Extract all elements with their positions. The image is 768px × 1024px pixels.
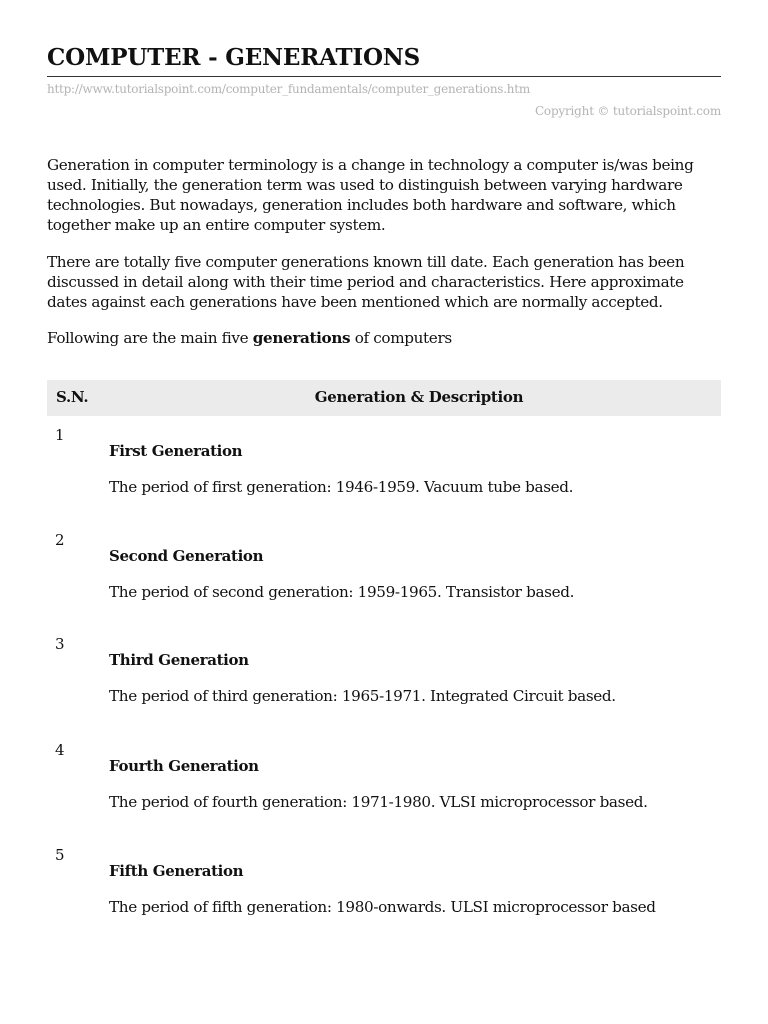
row-number: 3 bbox=[55, 635, 65, 653]
list-intro-bold: generations bbox=[252, 329, 351, 347]
list-intro-after: of computers bbox=[350, 329, 452, 347]
generation-title: Fourth Generation bbox=[109, 757, 259, 775]
table-row bbox=[47, 741, 721, 841]
table-row bbox=[47, 531, 721, 631]
generation-title: First Generation bbox=[109, 442, 243, 460]
overview-paragraph: There are totally five computer generations known till date. Each generation has been discussed in detail along with their time period and characteristics. Here approximate dates against each generations have been mentioned which are normally accepted. bbox=[47, 253, 685, 311]
row-number: 1 bbox=[55, 426, 65, 444]
row-number: 2 bbox=[55, 531, 65, 549]
intro-paragraph: Generation in computer terminology is a change in technology a computer is/was being used. Initially, the generation term was used to distinguish between varying hardware technologies. But nowadays, generation includes both hardware and software, which together make up an entire computer system. bbox=[47, 156, 694, 234]
table-row bbox=[47, 426, 721, 526]
row-number: 4 bbox=[55, 741, 65, 759]
column-header-sn: S.N. bbox=[56, 388, 89, 406]
list-intro-before: Following are the main five bbox=[47, 329, 253, 347]
table-row bbox=[47, 846, 721, 946]
generation-title: Fifth Generation bbox=[109, 862, 244, 880]
generation-description: The period of fifth generation: 1980-onwards. ULSI microprocessor based bbox=[109, 898, 656, 916]
table-header-row bbox=[47, 380, 721, 416]
list-intro bbox=[47, 328, 721, 348]
table-row bbox=[47, 635, 721, 735]
generation-title: Third Generation bbox=[109, 651, 249, 669]
column-header-description: Generation & Description bbox=[314, 388, 524, 406]
generation-title: Second Generation bbox=[109, 547, 264, 565]
generation-description: The period of first generation: 1946-1959. Vacuum tube based. bbox=[109, 478, 574, 496]
generation-description: The period of second generation: 1959-1965. Transistor based. bbox=[109, 583, 575, 601]
copyright-notice: Copyright © tutorialspoint.com bbox=[534, 104, 721, 118]
generation-description: The period of third generation: 1965-1971. Integrated Circuit based. bbox=[109, 687, 616, 705]
source-url: http://www.tutorialspoint.com/computer_fundamentals/computer_generations.htm bbox=[47, 82, 530, 96]
row-number: 5 bbox=[55, 846, 65, 864]
page-title: COMPUTER - GENERATIONS bbox=[47, 42, 721, 77]
generation-description: The period of fourth generation: 1971-1980. VLSI microprocessor based. bbox=[109, 793, 648, 811]
